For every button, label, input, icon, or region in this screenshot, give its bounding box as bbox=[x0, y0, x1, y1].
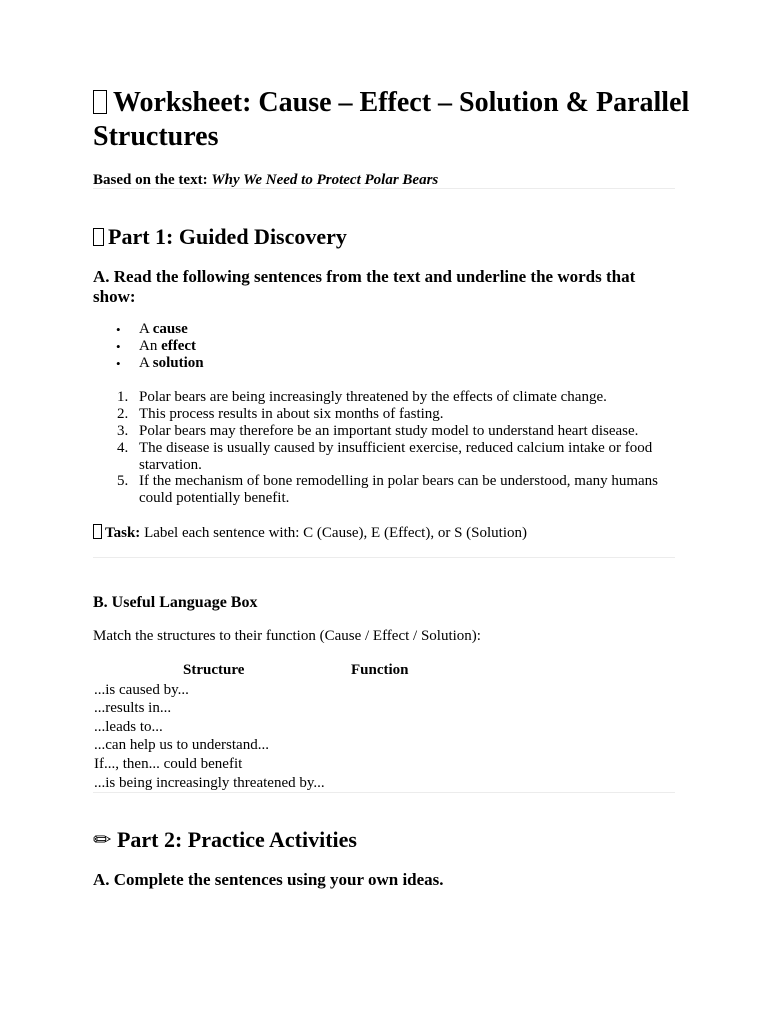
based-on-line bbox=[93, 172, 438, 189]
part2-a-heading: A. Complete the sentences using your own ideas. bbox=[93, 870, 444, 889]
table-row: ...is being increasingly threatened by... bbox=[94, 775, 325, 791]
sentence-item: 1. Polar bears are being increasingly threatened by the effects of climate change. bbox=[117, 389, 607, 405]
part1-a-heading: A. Read the following sentences from the text and underline the words that show: bbox=[93, 267, 636, 306]
table-row: ...results in... bbox=[94, 700, 172, 716]
sentence-item: 4. The disease is usually caused by insufficient exercise, reduced calcium intake or food starvation. bbox=[117, 440, 653, 473]
part1-b-heading: B. Useful Language Box bbox=[93, 594, 258, 611]
based-on-label: Based on the text: bbox=[93, 172, 208, 188]
list-item: • A solution bbox=[116, 355, 204, 371]
task-line: Task: Label each sentence with: C (Cause), E (Effect), or S (Solution) bbox=[93, 524, 527, 542]
search-icon bbox=[93, 228, 104, 246]
table-row: If..., then... could benefit bbox=[94, 756, 243, 772]
sentence-item: 2. This process results in about six months of fasting. bbox=[117, 406, 444, 422]
page-title: Worksheet: Cause – Effect – Solution & Parallel Structures bbox=[93, 87, 690, 152]
list-item: • A cause bbox=[116, 321, 188, 337]
table-header-structure: Structure bbox=[183, 662, 245, 678]
pencil-icon: ✏ bbox=[93, 828, 112, 853]
table-row: ...can help us to understand... bbox=[94, 737, 269, 753]
source-text-title: Why We Need to Protect Polar Bears bbox=[211, 172, 439, 188]
divider bbox=[93, 188, 675, 189]
sentence-item: 3. Polar bears may therefore be an important study model to understand heart disease. bbox=[117, 423, 639, 439]
divider bbox=[93, 557, 675, 558]
table-row: ...is caused by... bbox=[94, 682, 189, 698]
task-icon bbox=[93, 524, 102, 539]
b-instruction: Match the structures to their function (Cause / Effect / Solution): bbox=[93, 628, 481, 644]
part1-heading: Part 1: Guided Discovery bbox=[93, 224, 347, 250]
table-header-function: Function bbox=[351, 662, 409, 678]
divider bbox=[93, 792, 675, 793]
sentence-item: 5. If the mechanism of bone remodelling in polar bears can be understood, many humans could potentially benefit. bbox=[117, 473, 659, 506]
list-item: • An effect bbox=[116, 338, 197, 354]
part2-heading: ✏ Part 2: Practice Activities bbox=[93, 827, 357, 853]
worksheet-icon bbox=[93, 90, 107, 114]
table-row: ...leads to... bbox=[94, 719, 163, 735]
